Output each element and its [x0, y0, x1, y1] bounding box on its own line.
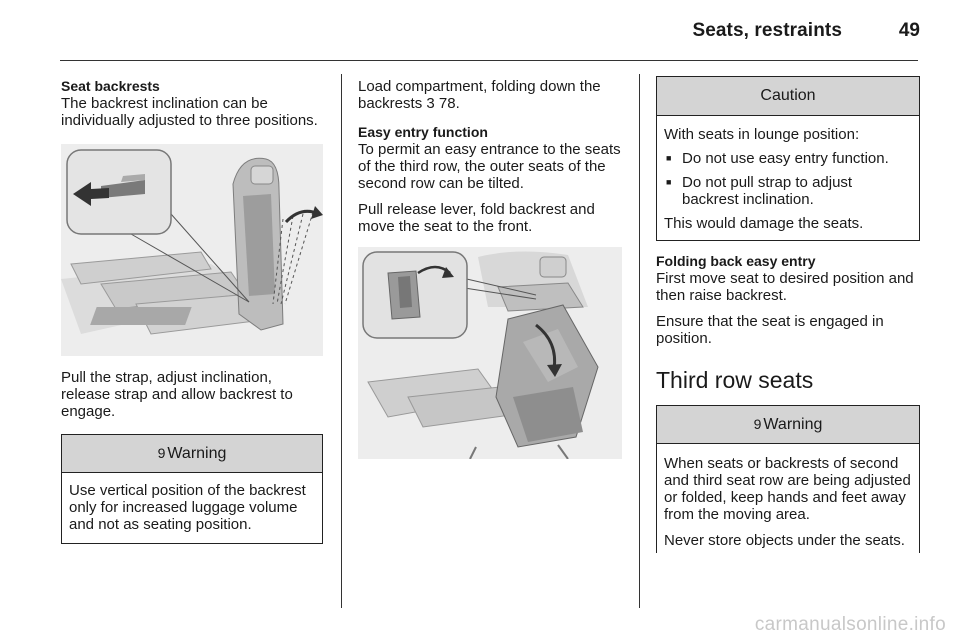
warning-box-header: [62, 435, 322, 473]
backrest-strap-illustration: [61, 144, 323, 356]
load-compartment-text: Load compartment, folding down the backrests: [358, 78, 601, 112]
easy-entry-illustration: [358, 247, 622, 459]
load-compartment-reference: [358, 78, 624, 112]
caution-title: Caution: [760, 87, 816, 104]
running-header-title: Seats, restraints: [692, 20, 842, 41]
column-1: [61, 78, 323, 544]
warning-box-header: [657, 406, 919, 444]
easy-entry-drawing: [358, 247, 622, 459]
warning-box-third-row: [656, 405, 920, 553]
seat-backrests-intro: The backrest inclination can be individually adjusted to three positions.: [61, 95, 318, 129]
load-compartment-page: 78.: [438, 95, 460, 112]
page-number: 49: [898, 20, 920, 41]
warning-third-row-para-2: Never store objects under the seats.: [664, 532, 905, 549]
caution-box: [656, 76, 920, 241]
header-rule: [60, 60, 918, 61]
easy-entry-intro: To permit an easy entrance to the seats of the third row, the outer seats of the second row can be tilted.: [358, 141, 621, 192]
easy-entry-heading: Easy entry function: [358, 124, 488, 140]
warning-triangle-icon: 9: [157, 445, 166, 461]
column-3: [656, 76, 920, 553]
caution-bullet-1: [664, 150, 912, 167]
folding-back-step-1: First move seat to desired position and then raise backrest.: [656, 270, 914, 304]
warning-third-row-para-1: When seats or backrests of second and third seat row are being adjusted or folded, keep hands and feet away from the moving area.: [664, 455, 911, 523]
warning-title: Warning: [167, 445, 227, 462]
column-divider-1: [341, 74, 342, 608]
caution-box-header: [657, 77, 919, 116]
page-reference-icon: 3: [426, 95, 435, 112]
bullet-square-icon: ■: [666, 153, 672, 163]
easy-entry-instruction: Pull release lever, fold backrest and move the seat to the front.: [358, 201, 595, 235]
third-row-seats-title: Third row seats: [656, 367, 814, 393]
folding-back-step-2: Ensure that the seat is engaged in position.: [656, 313, 884, 347]
seat-backrests-heading: Seat backrests: [61, 78, 160, 94]
column-2: [358, 78, 624, 459]
strap-adjust-caption: Pull the strap, adjust inclination, release strap and allow backrest to engage.: [61, 369, 293, 420]
warning-box-backrest: [61, 434, 323, 544]
warning-text-backrest: Use vertical position of the backrest only for increased luggage volume and not as seating position.: [69, 482, 306, 533]
warning-title: Warning: [763, 416, 823, 433]
caution-bullet-2-text: Do not pull strap to adjust backrest inclination.: [682, 174, 853, 208]
folding-back-heading: Folding back easy entry: [656, 253, 816, 269]
warning-triangle-icon: 9: [753, 416, 762, 432]
bullet-square-icon: ■: [666, 177, 672, 187]
caution-lead: With seats in lounge position:: [664, 126, 860, 143]
watermark-footer: carmanualsonline.info: [754, 614, 946, 635]
column-divider-2: [639, 74, 640, 608]
backrest-strap-drawing: [61, 144, 323, 356]
caution-bullet-1-text: Do not use easy entry function.: [682, 150, 889, 167]
caution-closing: This would damage the seats.: [664, 215, 864, 232]
caution-bullet-2: [664, 174, 912, 208]
